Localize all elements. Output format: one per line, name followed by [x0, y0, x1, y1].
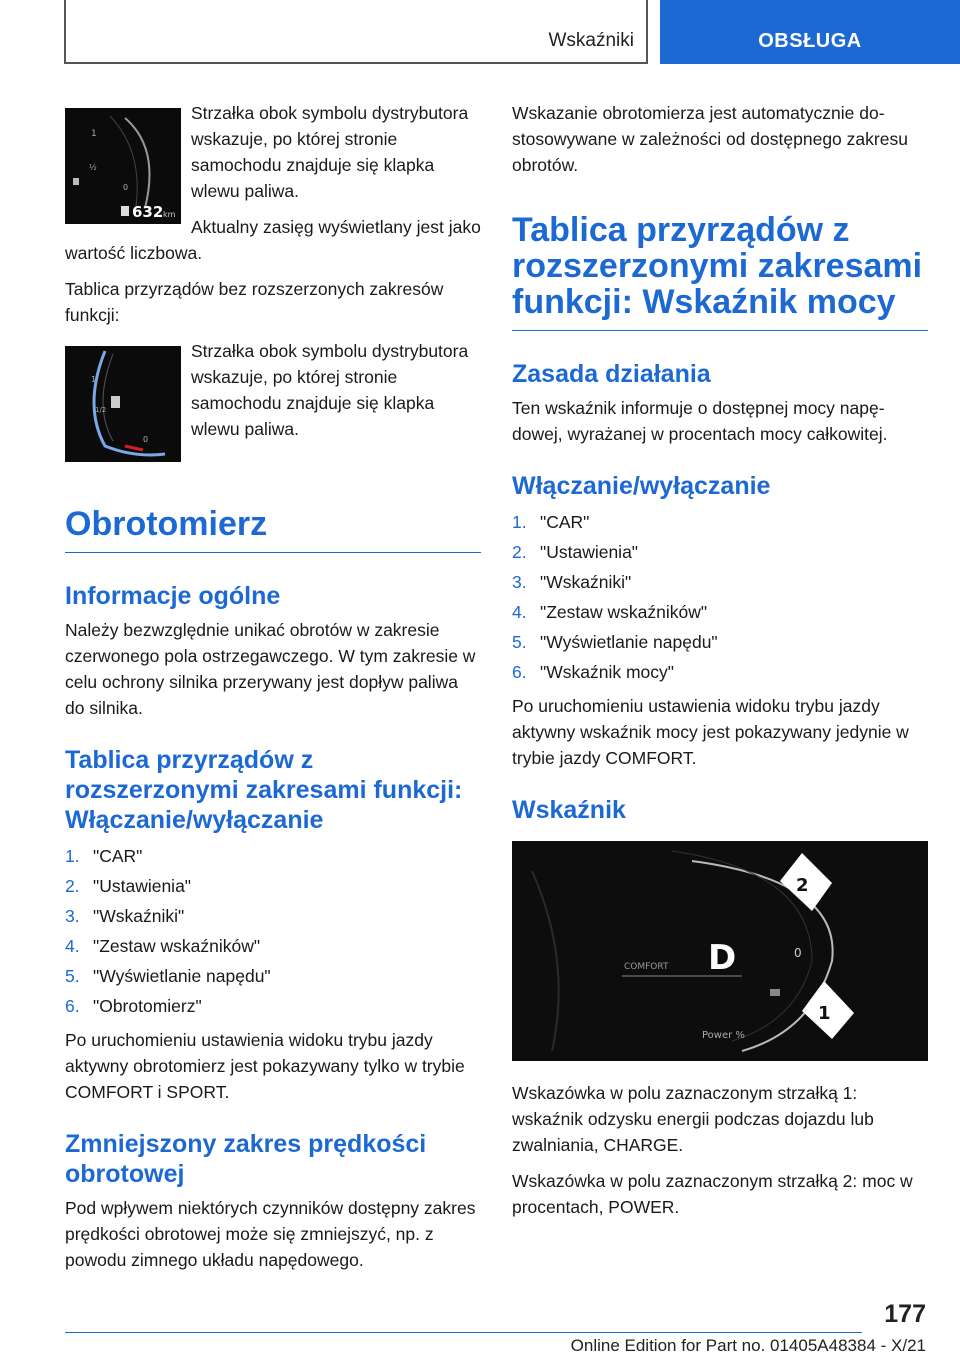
heading-wskaznik: Wskaźnik: [512, 796, 626, 824]
paragraph-informacje: Należy bezwzględnie unikać obrotów w zakresie czerwonego pola ostrzegawczego. W tym zakresie w celu ochrony silnika przerywany jest dopływ paliwa do silnika.: [65, 620, 476, 718]
heading-informacje: Informacje ogólne: [65, 582, 281, 610]
fuel-range-value: 632: [132, 203, 164, 221]
list-item: 5. "Wyświetlanie napędu": [65, 966, 271, 986]
fuel-gauge-image-2: [65, 346, 181, 462]
header-section-box: [64, 0, 648, 64]
heading-zmniejszony: Zmniejszony zakres prędkości obrotowej: [65, 1130, 427, 1188]
list-item: 1. "CAR": [65, 846, 143, 866]
paragraph-zasada: Ten wskaźnik informuje o dostępnej mocy napędowej, wyrażanej w procentach mocy całkowitej.: [512, 398, 888, 444]
power-meter-image: [512, 841, 928, 1061]
paragraph-hint-2: Wskazówka w polu zaznaczonym strzałką 2: moc w procentach, POWER.: [512, 1171, 913, 1217]
fuel-range-unit: km: [163, 210, 176, 219]
svg-text:0: 0: [123, 183, 129, 192]
list-item: 5. "Wyświetlanie napędu": [512, 632, 718, 652]
list-item: 3. "Wskaźniki": [512, 572, 632, 592]
paragraph-hint-1: Wskazówka w polu zaznaczonym strzałką 1: wskaźnik odzysku energii podczas dojazdu lub zwalniania, CHARGE.: [512, 1083, 874, 1155]
left-column: [65, 100, 481, 1283]
footer-edition: Online Edition for Part no. 01405A48384 - X/21: [570, 1336, 926, 1355]
svg-text:1: 1: [91, 375, 97, 384]
list-item: 4. "Zestaw wskaźników": [65, 936, 261, 956]
steps-list-moc: [512, 507, 928, 687]
steps-list-obrotomierz: [65, 841, 481, 1021]
right-column: [512, 100, 928, 1230]
fig-mode-label: COMFORT: [624, 962, 669, 972]
fuel-arrow-description-2: Strzałka obok symbolu dystrybutora wskazuje, po której stronie samochodu znajduje się klapka wlewu paliwa.: [191, 341, 469, 439]
paragraph-zmniejszony: Pod wpływem niektórych czynników dostępny zakres prędkości obrotowej może się zmniejszyć, np. z powodu zimnego układu napędowego.: [65, 1198, 476, 1270]
heading-tablica-wlaczanie: Tablica przyrządów z rozszerzonymi zakresami funkcji: Włączanie/wyłączanie: [65, 746, 463, 834]
heading-obrotomierz: Obrotomierz: [65, 506, 481, 553]
page-number: 177: [884, 1300, 926, 1328]
fuel-figure-block-1: [65, 100, 481, 266]
svg-text:1/2: 1/2: [95, 406, 107, 414]
list-item: 3. "Wskaźniki": [65, 906, 185, 926]
header-section-title: Wskaźniki: [548, 30, 634, 51]
paragraph-after-steps-right: Po uruchomieniu ustawienia widoku trybu jazdy aktywny wskaźnik mocy jest pokazywany jedynie w trybie jazdy COMFORT.: [512, 696, 909, 768]
svg-text:½: ½: [89, 163, 97, 172]
svg-text:0: 0: [143, 435, 149, 444]
list-item: 2. "Ustawienia": [65, 876, 192, 896]
svg-text:1: 1: [91, 129, 97, 139]
fuel-gauge-image-1: [65, 108, 181, 224]
header-chapter-tab: [660, 0, 960, 64]
svg-text:2: 2: [796, 875, 809, 896]
fig-power-label: Power %: [702, 1030, 745, 1041]
svg-text:1: 1: [818, 1003, 831, 1024]
heading-wlaczanie-right: Włączanie/wyłączanie: [512, 472, 771, 500]
fig-zero-label: 0: [794, 946, 802, 960]
list-item: 2. "Ustawienia": [512, 542, 639, 562]
range-description: Aktualny zasięg wyświetlany jest jako wartość liczbowa.: [65, 217, 481, 263]
fuel-arrow-description-1: Strzałka obok symbolu dystrybutora wskazuje, po której stronie samochodu znajduje się klapka wlewu paliwa.: [191, 103, 469, 201]
list-item: 6. "Wskaźnik mocy": [512, 662, 674, 682]
list-item: 4. "Zestaw wskaźników": [512, 602, 708, 622]
paragraph-intro-right: Wskazanie obrotomierza jest automatycznie dostosowywane w zależności od dostępnego zakresu obrotów.: [512, 103, 908, 175]
footer-divider: [65, 1332, 862, 1333]
fuel-figure-block-2: [65, 338, 481, 462]
fig-gear-label: D: [708, 938, 737, 978]
heading-zasada: Zasada działania: [512, 360, 711, 388]
header-chapter-title: OBSŁUGA: [758, 30, 862, 52]
heading-wskaznik-mocy: Tablica przyrządów z rozszerzonymi zakresami funkcji: Wskaźnik mocy: [512, 212, 928, 331]
basic-cluster-intro: Tablica przyrządów bez rozszerzonych zakresów funkcji:: [65, 279, 444, 325]
list-item: 1. "CAR": [512, 512, 590, 532]
list-item: 6. "Obrotomierz": [65, 996, 202, 1016]
paragraph-after-steps-left: Po uruchomieniu ustawienia widoku trybu jazdy aktywny obrotomierz jest pokazywany tylko w trybie COMFORT i SPORT.: [65, 1030, 465, 1102]
